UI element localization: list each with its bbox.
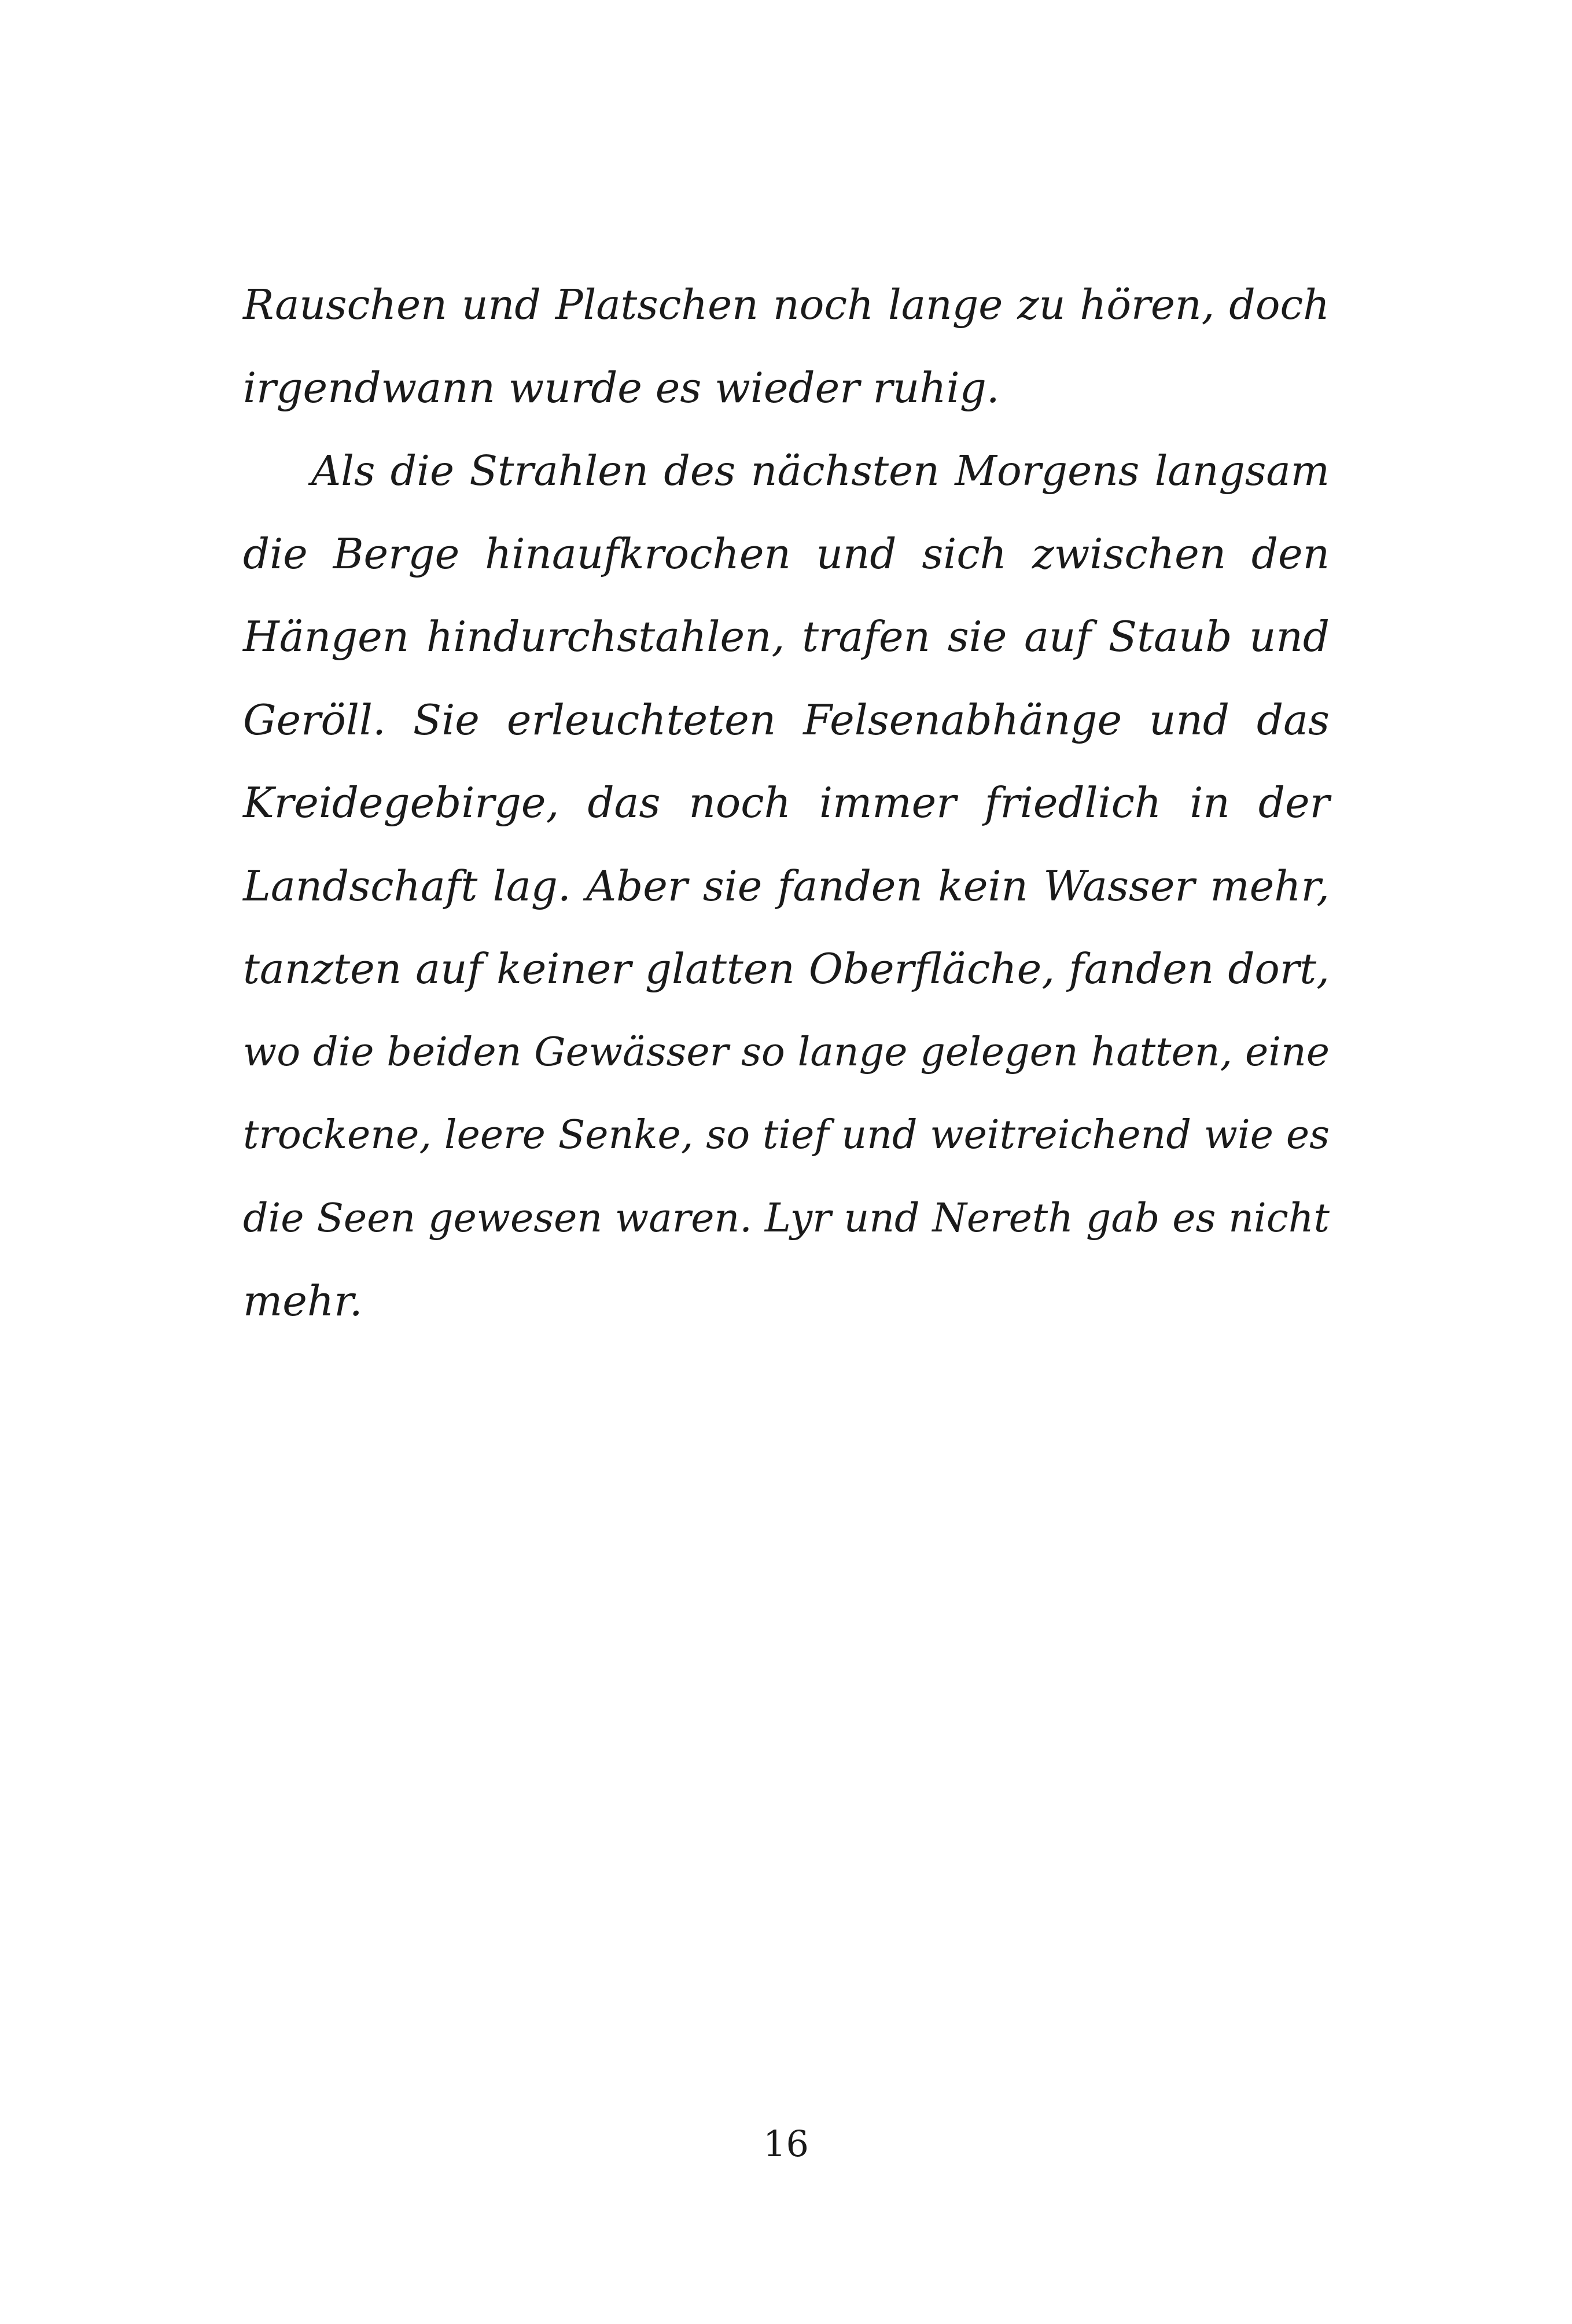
text-line: trockene, leere Senke, so tief und weitreichend wie es	[243, 1112, 1330, 1158]
text-line: Geröll. Sie erleuchteten Felsenabhänge und das	[243, 695, 1330, 744]
text-line: irgendwann wurde es wieder ruhig.	[243, 363, 1000, 412]
body-text	[243, 263, 1330, 1343]
text-line: Kreidegebirge, das noch immer friedlich in der	[243, 778, 1330, 827]
text-line: tanzten auf keiner glatten Oberfläche, fanden dort,	[243, 944, 1330, 993]
text-line: die Berge hinaufkrochen und sich zwischen den	[243, 529, 1330, 578]
text-line: wo die beiden Gewässer so lange gelegen hatten, eine	[243, 1029, 1330, 1075]
text-line: mehr.	[243, 1277, 363, 1325]
text-line: Hängen hindurchstahlen, trafen sie auf Staub und	[243, 612, 1330, 661]
text-line: die Seen gewesen waren. Lyr und Nereth gab es nicht	[243, 1195, 1330, 1241]
text-line: Als die Strahlen des nächsten Morgens langsam	[311, 447, 1330, 495]
text-line: Landschaft lag. Aber sie fanden kein Wasser mehr,	[243, 861, 1330, 910]
page-number: 16	[763, 2123, 809, 2165]
text-line: Rauschen und Platschen noch lange zu hören, doch	[243, 281, 1330, 329]
